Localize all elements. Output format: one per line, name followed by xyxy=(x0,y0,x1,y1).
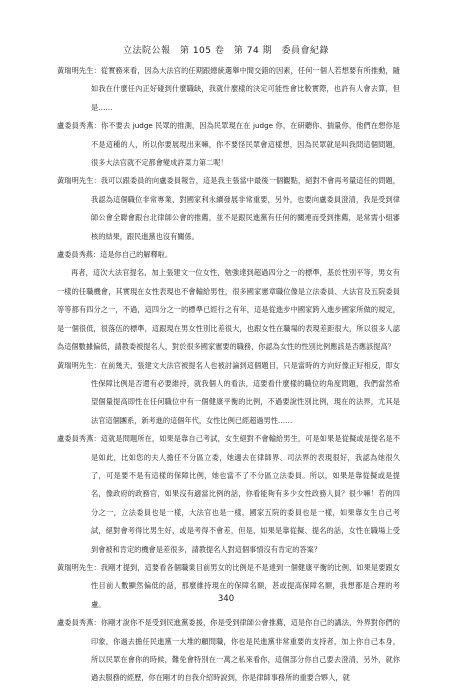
paragraph: 盧委員秀燕：這是你自己的解釋啦。 xyxy=(57,250,173,260)
paragraph: 黃瑞明先生：我剛才提到，這要看各個職業目前男女的比例是不是達到一個健康平衡的比例，如果是要跟女性目前人數顯然偏低的話，那麼維持現在的保障名額，甚或提高保障名額，我想都是合理的考慮。 xyxy=(57,562,400,609)
paragraph: 盧委員秀燕：你不要去 judge 民眾的推測，因為民眾現在在 judge 你，在研聽你、揣量你，他們在想你是不是這種的人，所以你要展現出來嘛，你不要怪民眾會這樣想，因為民眾就是叫我問這個問題，很多大法官就不定都會變成許菜力第二呢！ xyxy=(57,121,400,168)
paragraph: 黃瑞明先生：我可以跟委員的向盧委員報告，這是我主張當中最後一個觀點，絕對不會再考量這任的問題，我認為這個職位非常專業，對國家利永續發展非常重要，另外，也要向盧委員澄清，我是受到律師公會全聯會跟台北律師公會的推薦，並不是跟民進黨有任何的關連而受到推薦，是常需小組審核的結果，跟民進黨也沒有關係。 xyxy=(57,176,400,241)
paragraph: 盧委員秀燕：這就是問題所在，如果是靠自己考試，女生絕對不會輸給男生，可是如果是從擬或是提名是不是如此，比如您的夫人擔任不分區立委，她適去在律師界、司法界的表現很好，我認為她很久了，可是要不是有這樣的保障比例，她也當不了不分區立法委員。所以，如果是靠從擬或是提名，像政府的政務官，如果沒有適當比例的話，你看能夠有多少女性政務人員？很少嘛！若的四分之一，立法委員也是一樣，大法官也是一樣，國家五院的委員也是一樣，如果靠女生自己考試，絕對會考得比男生好，或是考得不會差，但是，如果是靠從擬、提名的話，女性在職場上受到會被和肯定的機會是差很多，請教提名人對這個事情沒有肯定的答案？ xyxy=(57,434,400,554)
paragraph: 黃瑞明先生：在前幾天，張建文大法官被提名人也被討論到這個題目，只是當時的方向好像正好相反，即女性保障比例是否還有必要維持，就我個人的看法，這要看什麼樣的職位的角度問題，我們當然希望個量提高即性在任何職位中有一個健康平衡的比例，不過要說性別比例，現在的法界，尤其是法官這個團系，新考進的這個年代，女性比例已經超過男性…… xyxy=(57,360,400,425)
page-header: 立法院公報 第 105 卷 第 74 期 委員會紀錄 xyxy=(122,46,330,56)
paragraph: 黃瑞明先生：從實務來看，因為大法官的任期跟總統選舉中間交錯的因素，任何一個人若想要有所推動，隨如我在什麼任內正好碰到什麼職缺，我就什麼樣的決定可能性會比較實際，也許有人會去算，但是…… xyxy=(57,66,400,112)
paragraph: 盧委員秀燕：你剛才說你不是受到民進黨委援，你是受到律師公會推薦，這是你自己的講法，外界對你們的印象，你過去擔任民進黨一大堆的顧問職，你也是民進黨非常重要的支持者，加上你自己本身，所以民眾在會你的時候，難免會特別在一萬之私來看你，這個部分你自己要去澄清，另外，就你過去服務的經歷，你在剛才的自我介紹時說到，你是律師事務所的重要合夥人，就 xyxy=(57,618,400,683)
page-number: 340 xyxy=(217,594,235,604)
paragraph: 再者，這次大法官提名，加上張建文一位女性，勉強達到超過四分之一的標準，基於性別平等，男女有一樣的任職機會，其實現在女性表現也不會輸給男性，很多國家憲章職位像是立法委員、大法官及五院委員等等都有四分之一，不過，這四分之一的標準已經行之有年，這是從進步中國家跨入進步國家所做的規定，是一個很低，很落伍的標準，這跟現在男女性別比差很大，也跟女性在職場的表現差距很大，所以很多人認為這個數據偏低，請教委被提名人，對於很多國家憲要的職務，你認為女性的性別比例應該是否應該提高？ xyxy=(57,268,400,352)
